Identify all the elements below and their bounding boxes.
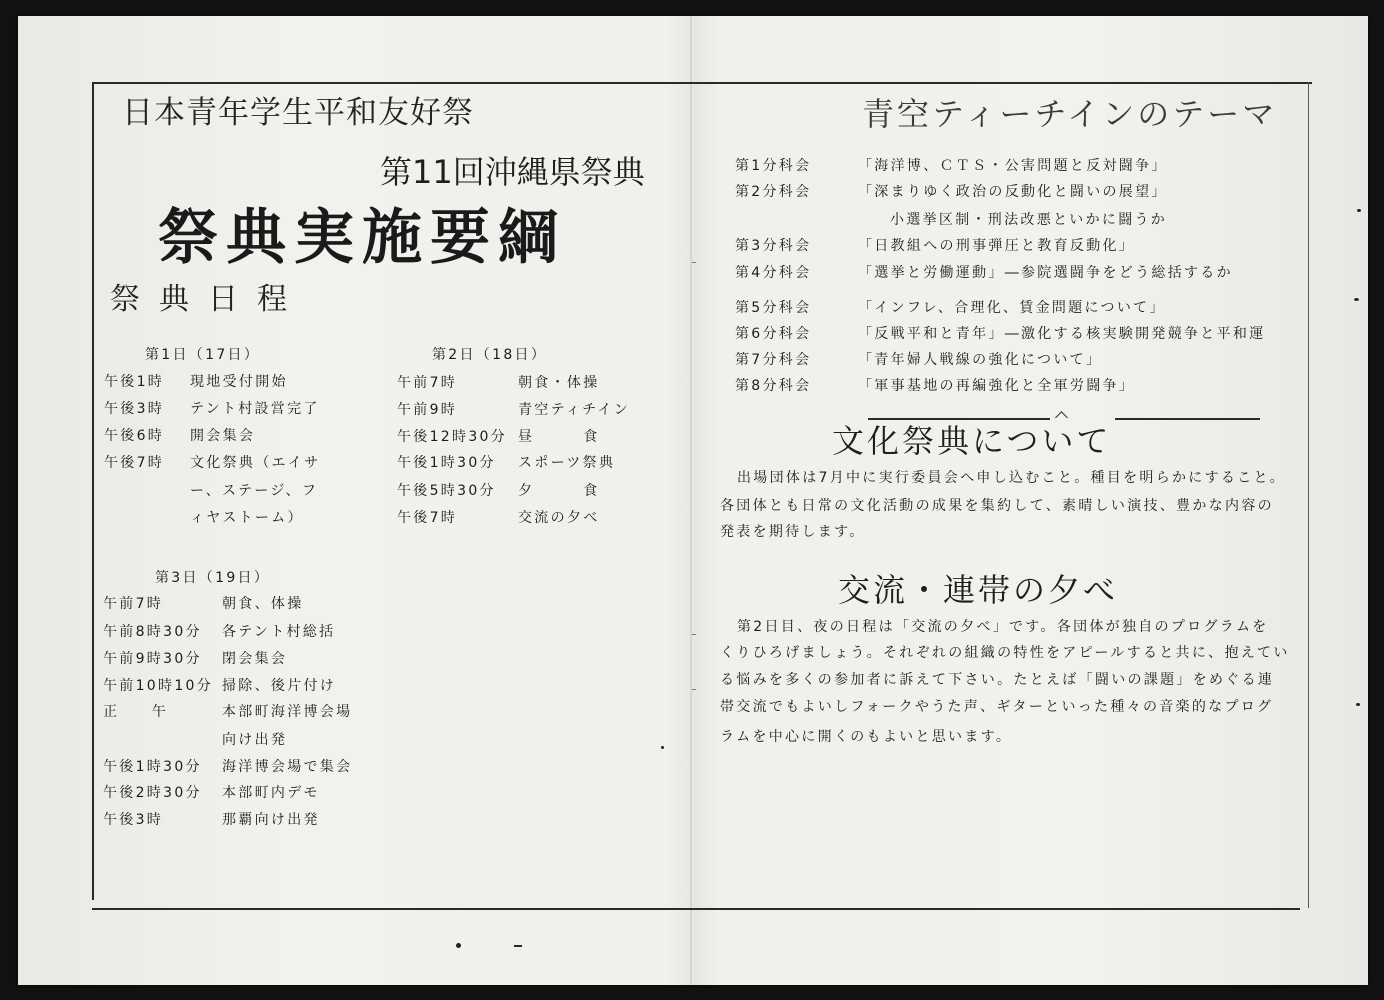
punch-mark bbox=[1356, 703, 1360, 706]
schedule-time: 午前7時 bbox=[397, 375, 458, 391]
schedule-event: スポーツ祭典 bbox=[518, 455, 616, 471]
session-theme: 「青年婦人戦線の強化について」 bbox=[858, 352, 1103, 368]
culture-paragraph-line: 発表を期待します。 bbox=[720, 524, 866, 540]
schedule-event: 昼 食 bbox=[518, 429, 600, 445]
schedule-time: 午後1時30分 bbox=[397, 455, 496, 471]
ink-speck bbox=[692, 262, 696, 263]
festival-title: 日本青年学生平和友好祭 bbox=[122, 95, 474, 131]
schedule-event: 交流の夕べ bbox=[518, 510, 600, 526]
schedule-time: 午後5時30分 bbox=[397, 483, 496, 499]
schedule-event: 海洋博会場で集会 bbox=[222, 759, 353, 775]
schedule-time: 午前8時30分 bbox=[103, 624, 202, 640]
schedule-event: 本部町海洋博会場 bbox=[222, 704, 353, 720]
session-label: 第7分科会 bbox=[735, 352, 812, 368]
exchange-heading: 交流・連帯の夕べ bbox=[838, 571, 1119, 609]
session-label: 第3分科会 bbox=[735, 238, 812, 254]
session-label: 第8分科会 bbox=[735, 378, 812, 394]
frame-top-line bbox=[92, 82, 1312, 84]
schedule-time: 午前9時30分 bbox=[103, 651, 202, 667]
schedule-event: 青空ティチイン bbox=[518, 402, 630, 418]
day2-label: 第2日（18日） bbox=[432, 347, 548, 363]
session-label: 第4分科会 bbox=[735, 265, 812, 281]
exchange-paragraph-line: 帯交流でもよいしフォークやうた声、ギターといった種々の音楽的なプログ bbox=[720, 699, 1274, 715]
exchange-paragraph-line: くりひろげましょう。それぞれの組織の特性をアピールすると共に、抱えてい bbox=[720, 645, 1290, 661]
schedule-event: 掃除、後片付け bbox=[222, 678, 337, 694]
schedule-event: ィヤストーム） bbox=[190, 510, 304, 526]
exchange-paragraph-line: る悩みを多くの参加者に訴えて下さい。たとえば「闘いの課題」をめぐる連 bbox=[720, 672, 1275, 688]
session-theme: 「軍事基地の再編強化と全軍労闘争」 bbox=[858, 378, 1136, 394]
schedule-event: 閉会集会 bbox=[222, 651, 288, 667]
schedule-time: 正 午 bbox=[103, 704, 169, 720]
exchange-paragraph-line: ラムを中心に開くのもよいと思います。 bbox=[720, 729, 1013, 745]
session-theme: 「反戦平和と青年」―激化する核実験開発競争と平和運 bbox=[858, 326, 1266, 342]
schedule-time: 午後1時30分 bbox=[103, 759, 202, 775]
session-label: 第1分科会 bbox=[735, 158, 812, 174]
schedule-event: 文化祭典（エイサ bbox=[190, 455, 321, 471]
schedule-time: 午後7時 bbox=[104, 455, 165, 471]
schedule-event: ー、ステージ、フ bbox=[190, 483, 319, 499]
schedule-time: 午前9時 bbox=[397, 402, 458, 418]
center-fold bbox=[690, 16, 692, 985]
session-theme: 「選挙と労働運動」―参院選闘争をどう総括するか bbox=[858, 265, 1233, 281]
section-divider-left bbox=[868, 418, 1050, 420]
frame-right-line bbox=[1308, 82, 1309, 908]
ink-speck bbox=[692, 689, 696, 690]
teachin-title: 青空ティーチインのテーマ bbox=[862, 95, 1278, 133]
schedule-time: 午後3時 bbox=[104, 401, 165, 417]
schedule-time: 午後12時30分 bbox=[397, 429, 508, 445]
schedule-time: 午後6時 bbox=[104, 428, 165, 444]
session-label: 第2分科会 bbox=[735, 184, 812, 200]
session-theme-continuation: 小選挙区制・刑法改悪といかに闘うか bbox=[890, 212, 1168, 228]
schedule-event: 朝食・体操 bbox=[518, 375, 600, 391]
culture-paragraph-line: 各団体とも日常の文化活動の成果を集約して、素晴しい演技、豊かな内容の bbox=[720, 498, 1274, 514]
punch-mark bbox=[1354, 298, 1359, 301]
session-theme: 「海洋博、ＣＴＳ・公害問題と反対闘争」 bbox=[858, 158, 1168, 174]
frame-bottom-line bbox=[92, 908, 1300, 910]
culture-paragraph-line: 出場団体は7月中に実行委員会へ申し込むこと。種目を明らかにすること。 bbox=[737, 470, 1287, 486]
schedule-event: 向け出発 bbox=[222, 732, 288, 748]
schedule-time: 午後7時 bbox=[397, 510, 458, 526]
schedule-time: 午前7時 bbox=[103, 596, 164, 612]
session-theme: 「深まりゆく政治の反動化と闘いの展望」 bbox=[858, 184, 1168, 200]
schedule-time: 午後1時 bbox=[104, 374, 165, 390]
session-label: 第5分科会 bbox=[735, 300, 812, 316]
schedule-event: 本部町内デモ bbox=[222, 785, 320, 801]
schedule-event: 開会集会 bbox=[190, 428, 256, 444]
schedule-event: 夕 食 bbox=[518, 483, 600, 499]
schedule-event: テント村設営完了 bbox=[190, 401, 320, 417]
section-divider-right bbox=[1115, 418, 1260, 420]
ink-speck bbox=[692, 634, 696, 635]
schedule-event: 各テント村総括 bbox=[222, 624, 336, 640]
ink-speck bbox=[661, 746, 664, 749]
culture-heading: 文化祭典について bbox=[832, 422, 1112, 460]
ink-speck bbox=[456, 943, 461, 948]
day3-label: 第3日（19日） bbox=[155, 570, 271, 586]
session-theme: 「日教組への刑事弾圧と教育反動化」 bbox=[858, 238, 1136, 254]
schedule-event: 朝食、体操 bbox=[222, 596, 304, 612]
schedule-event: 那覇向け出発 bbox=[222, 812, 320, 828]
day1-label: 第1日（17日） bbox=[145, 347, 261, 363]
session-label: 第6分科会 bbox=[735, 326, 812, 342]
document-title: 祭典実施要綱 bbox=[158, 203, 566, 273]
festival-subtitle: 第11回沖縄県祭典 bbox=[380, 153, 645, 191]
schedule-time: 午後3時 bbox=[103, 812, 164, 828]
punch-mark bbox=[1357, 209, 1361, 212]
frame-left-line bbox=[92, 82, 94, 900]
schedule-heading: 祭典日程 bbox=[110, 282, 306, 317]
exchange-paragraph-line: 第2日目、夜の日程は「交流の夕べ」です。各団体が独自のプログラムを bbox=[737, 619, 1269, 635]
session-theme: 「インフレ、合理化、賃金問題について」 bbox=[858, 300, 1166, 316]
ink-speck bbox=[514, 945, 522, 947]
schedule-time: 午前10時10分 bbox=[103, 678, 214, 694]
schedule-time: 午後2時30分 bbox=[103, 785, 202, 801]
schedule-event: 現地受付開始 bbox=[190, 374, 288, 390]
